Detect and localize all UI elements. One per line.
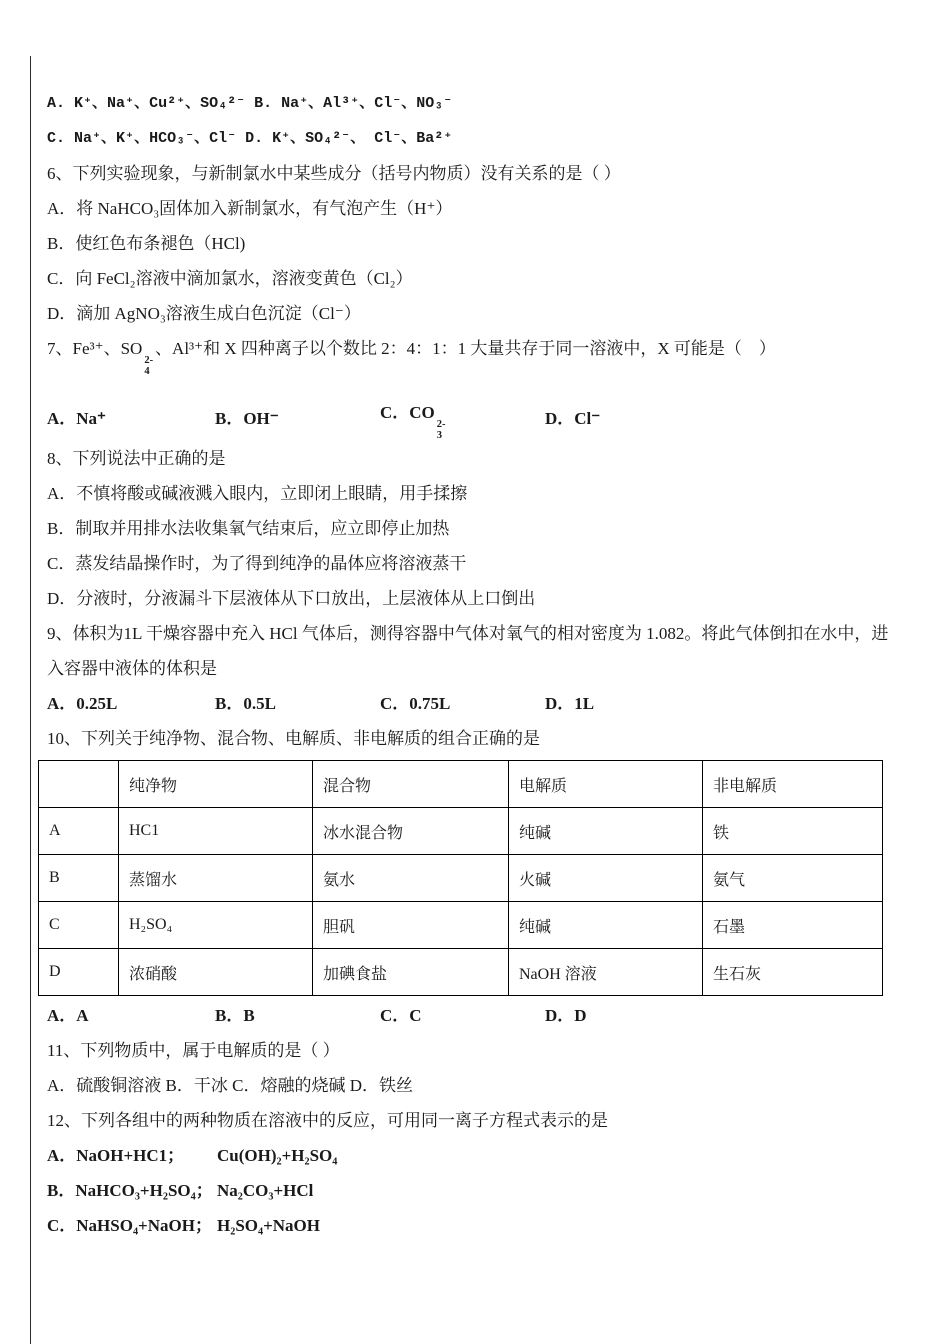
q10-option-a: A．A	[47, 1006, 89, 1025]
q7-stem-prefix: 7、Fe³⁺、SO	[47, 339, 143, 358]
q8-option-a: A．不慎将酸或碱液溅入眼内，立即闭上眼睛，用手揉擦	[47, 484, 468, 503]
q9-option-b: B．0.5L	[215, 694, 276, 713]
sulfate-superscript: 2-	[144, 355, 154, 366]
q6-option-d: D．滴加 AgNO₃溶液生成白色沉淀（Cl⁻）	[47, 304, 361, 323]
table-cell: NaOH 溶液	[509, 949, 703, 996]
q8-option-b: B．制取并用排水法收集氧气结束后，应立即停止加热	[47, 519, 450, 538]
q12-option-b-second: Na₂CO₃+HCl	[217, 1181, 314, 1200]
q5-option-line-ab: A. K⁺、Na⁺、Cu²⁺、SO₄²⁻ B. Na⁺、Al³⁺、Cl⁻、NO₃⁻	[47, 95, 453, 112]
table-cell: 氨水	[313, 855, 509, 902]
table-header-cell-mixture: 混合物	[313, 761, 509, 808]
q8-option-c: C．蒸发结晶操作时，为了得到纯净的晶体应将溶液蒸干	[47, 554, 467, 573]
q10-options-row	[47, 998, 905, 1033]
q5-option-line-cd: C. Na⁺、K⁺、HCO₃⁻、Cl⁻ D. K⁺、SO₄²⁻、 Cl⁻、Ba²⁺	[47, 130, 453, 147]
table-header-cell-pure: 纯净物	[119, 761, 313, 808]
q6-option-a: A．将 NaHCO₃固体加入新制氯水，有气泡产生（H⁺）	[47, 199, 453, 218]
table-cell: 铁	[703, 808, 883, 855]
table-header-row	[39, 761, 883, 808]
row-label: D	[39, 949, 119, 996]
q10-option-b: B．B	[215, 1006, 255, 1025]
q12-option-c-first: C．NaHSO₄+NaOH；	[47, 1216, 212, 1235]
carbonate-ion-stacked	[437, 419, 446, 441]
table-header-cell-empty	[39, 761, 119, 808]
q7-option-a: A．Na⁺	[47, 408, 107, 428]
table-header-cell-electrolyte: 电解质	[509, 761, 703, 808]
q8-option-d: D．分液时，分液漏斗下层液体从下口放出，上层液体从上口倒出	[47, 589, 536, 608]
sulfate-subscript: 4	[144, 366, 150, 377]
q9-option-a: A．0.25L	[47, 694, 118, 713]
table-row-a	[39, 808, 883, 855]
q12-option-c-second: H₂SO₄+NaOH	[217, 1216, 321, 1235]
q10-option-d: D．D	[545, 1006, 587, 1025]
carbonate-superscript: 2-	[436, 419, 446, 430]
q6-option-b: B．使红色布条褪色（HCl)	[47, 234, 246, 253]
q7-options-row	[47, 395, 905, 441]
q12-option-b	[47, 1173, 905, 1208]
q9-stem: 9、体积为1L 干燥容器中充入 HCl 气体后，测得容器中气体对氧气的相对密度为 1.082。将此气体倒扣在水中，进入容器中液体的体积是	[47, 624, 889, 678]
left-border-line	[30, 56, 31, 1344]
q7-stem	[47, 331, 905, 377]
q12-option-a	[47, 1138, 905, 1173]
table-cell: 冰水混合物	[313, 808, 509, 855]
q9-option-d: D．1L	[545, 694, 595, 713]
table-cell: 火碱	[509, 855, 703, 902]
q6-option-c: C．向 FeCl₂溶液中滴加氯水，溶液变黄色（Cl₂）	[47, 269, 413, 288]
row-label: C	[39, 902, 119, 949]
table-cell: 生石灰	[703, 949, 883, 996]
q12-option-b-first: B．NaHCO₃+H₂SO₄；	[47, 1181, 213, 1200]
table-header-cell-nonelectrolyte: 非电解质	[703, 761, 883, 808]
table-cell: 加碘食盐	[313, 949, 509, 996]
table-row-c	[39, 902, 883, 949]
q7-option-c-prefix: C．CO	[380, 403, 435, 422]
table-cell: 蒸馏水	[119, 855, 313, 902]
q11-stem: 11、下列物质中，属于电解质的是（ ）	[47, 1041, 340, 1060]
q10-table	[38, 760, 883, 996]
q9-options-row	[47, 686, 905, 721]
table-cell: H₂SO₄	[119, 902, 313, 949]
row-label: A	[39, 808, 119, 855]
sulfate-ion-stacked	[144, 355, 153, 377]
table-cell: 氨气	[703, 855, 883, 902]
q6-stem: 6、下列实验现象，与新制氯水中某些成分（括号内物质）没有关系的是（ ）	[47, 164, 621, 183]
q7-option-c	[380, 395, 545, 441]
q7-option-d: D．Cl⁻	[545, 408, 601, 428]
q7-option-b: B．OH⁻	[215, 408, 279, 428]
q11-options: A．硫酸铜溶液 B．干冰 C．熔融的烧碱 D．铁丝	[47, 1076, 413, 1095]
q12-option-a-second: Cu(OH)₂+H₂SO₄	[217, 1146, 338, 1165]
table-cell: 纯碱	[509, 808, 703, 855]
exam-content	[47, 86, 905, 1243]
table-cell: HC1	[119, 808, 313, 855]
table-row-d	[39, 949, 883, 996]
q10-option-c: C．C	[380, 1006, 422, 1025]
q10-stem: 10、下列关于纯净物、混合物、电解质、非电解质的组合正确的是	[47, 729, 540, 748]
q8-stem: 8、下列说法中正确的是	[47, 449, 226, 468]
table-row-b	[39, 855, 883, 902]
q12-stem: 12、下列各组中的两种物质在溶液中的反应，可用同一离子方程式表示的是	[47, 1111, 608, 1130]
carbonate-subscript: 3	[436, 430, 443, 441]
table-cell: 胆矾	[313, 902, 509, 949]
q12-option-c	[47, 1208, 905, 1243]
table-cell: 纯碱	[509, 902, 703, 949]
q12-option-a-first: A．NaOH+HC1；	[47, 1146, 185, 1165]
table-cell: 石墨	[703, 902, 883, 949]
table-cell: 浓硝酸	[119, 949, 313, 996]
q7-stem-suffix: 、Al³⁺和 X 四种离子以个数比 2：4：1：1 大量共存于同一溶液中，X 可能是（ ）	[155, 339, 776, 358]
q9-option-c: C．0.75L	[380, 694, 451, 713]
row-label: B	[39, 855, 119, 902]
